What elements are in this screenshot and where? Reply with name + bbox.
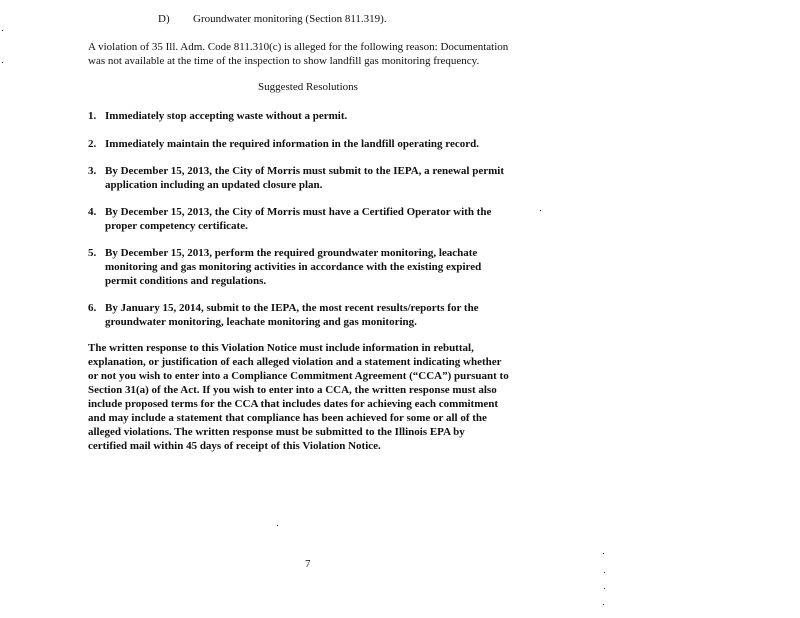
resolution-line: By December 15, 2013, perform the required groundwater monitoring, leachate xyxy=(105,247,478,259)
violation-line-1: A violation of 35 Ill. Adm. Code 811.310(c) is alleged for the following reason: Documentation xyxy=(88,41,509,53)
resolution-line: By December 15, 2013, the City of Morris must have a Certified Operator with the xyxy=(105,206,492,218)
resolution-number: 4. xyxy=(88,206,97,218)
resolution-line: Immediately stop accepting waste without a permit. xyxy=(105,110,348,122)
resolution-line: permit conditions and regulations. xyxy=(105,275,267,287)
scan-speck xyxy=(2,62,3,63)
resolution-number: 6. xyxy=(88,302,97,314)
closing-line: The written response to this Violation Notice must include information in rebuttal, xyxy=(88,342,474,354)
scan-speck xyxy=(540,210,541,211)
resolution-number: 5. xyxy=(88,247,97,259)
resolution-line: monitoring and gas monitoring activities in accordance with the existing expired xyxy=(105,261,482,273)
resolutions-heading: Suggested Resolutions xyxy=(258,81,358,93)
closing-line: alleged violations. The written response must be submitted to the Illinois EPA by xyxy=(88,426,465,438)
page-number: 7 xyxy=(305,558,311,570)
scan-speck xyxy=(603,604,604,605)
scan-speck xyxy=(604,588,605,589)
closing-line: certified mail within 45 days of receipt of this Violation Notice. xyxy=(88,440,381,452)
scan-speck xyxy=(603,553,604,554)
closing-line: or not you wish to enter into a Compliance Commitment Agreement (“CCA”) pursuant to xyxy=(88,370,509,382)
item-d-text: Groundwater monitoring (Section 811.319). xyxy=(193,13,387,25)
item-d-marker: D) xyxy=(158,13,170,25)
resolution-line: groundwater monitoring, leachate monitoring and gas monitoring. xyxy=(105,316,417,328)
scan-speck xyxy=(604,572,605,573)
closing-line: and may include a statement that compliance has been achieved for some or all of the xyxy=(88,412,487,424)
resolution-line: Immediately maintain the required information in the landfill operating record. xyxy=(105,138,479,150)
violation-line-2: was not available at the time of the inspection to show landfill gas monitoring frequency. xyxy=(88,55,480,67)
resolution-line: application including an updated closure plan. xyxy=(105,179,323,191)
closing-line: include proposed terms for the CCA that includes dates for achieving each commitment xyxy=(88,398,499,410)
resolution-number: 2. xyxy=(88,138,97,150)
resolution-line: By January 15, 2014, submit to the IEPA, the most recent results/reports for the xyxy=(105,302,479,314)
resolution-line: By December 15, 2013, the City of Morris must submit to the IEPA, a renewal permit xyxy=(105,165,504,177)
resolution-number: 3. xyxy=(88,165,97,177)
closing-line: Section 31(a) of the Act. If you wish to enter into a CCA, the written response must also xyxy=(88,384,497,396)
scan-speck xyxy=(277,525,278,526)
resolution-number: 1. xyxy=(88,110,97,122)
scan-speck xyxy=(2,30,3,31)
resolution-line: proper competency certificate. xyxy=(105,220,248,232)
closing-line: explanation, or justification of each alleged violation and a statement indicating whether xyxy=(88,356,502,368)
